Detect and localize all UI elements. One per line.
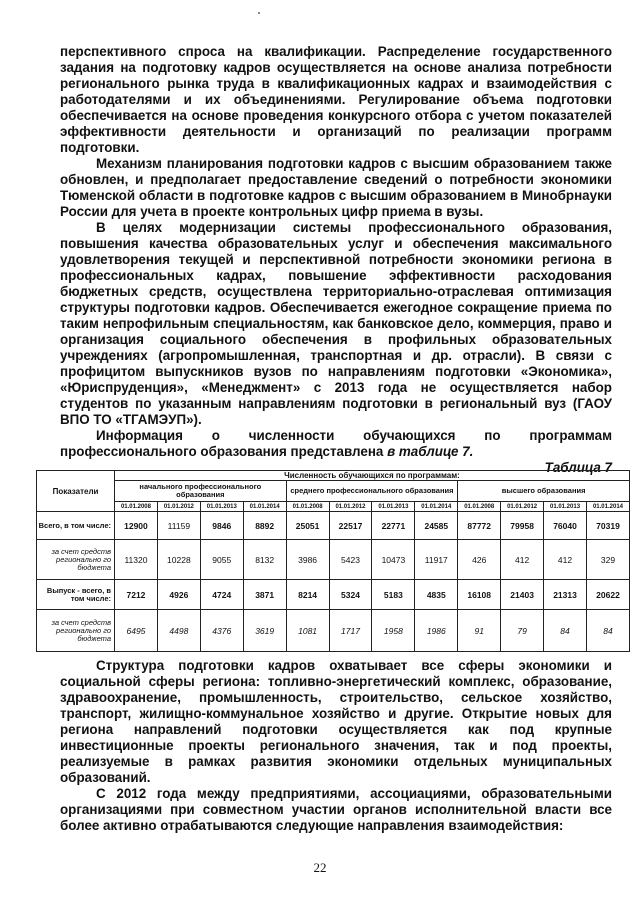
page-number: 22 bbox=[313, 860, 327, 875]
table-cell: 4926 bbox=[157, 580, 200, 610]
table-cell: 20622 bbox=[586, 580, 629, 610]
table-cell: 22517 bbox=[329, 512, 372, 540]
paragraph-4 bbox=[60, 428, 612, 460]
table-date-header: 01.01.2013 bbox=[544, 502, 587, 512]
table-cell: 4376 bbox=[200, 610, 243, 652]
table-cell: 426 bbox=[458, 540, 501, 580]
education-statistics-table bbox=[36, 470, 630, 652]
table-cell: 5183 bbox=[372, 580, 415, 610]
table-group-header: среднего профессионального образования bbox=[286, 481, 458, 502]
table-header-label: Показатели bbox=[37, 471, 115, 512]
table-group-header: начального профессионального образования bbox=[115, 481, 287, 502]
table-cell: 87772 bbox=[458, 512, 501, 540]
table-row-label: за счет средств регионально го бюджета bbox=[37, 540, 115, 580]
table-cell: 22771 bbox=[372, 512, 415, 540]
table-group-header: высшего образования bbox=[458, 481, 630, 502]
paragraph-1: перспективного спроса на квалификации. Распределение государственного задания на подготовку кадров осуществляется на основе анализа потребности регионального рынка труда в квалификационных кадрах и взаимодействия с работодателями и их объединениями. Регулирование объема подготовки обеспечивается на основе проведения конкурсного отбора с учетом показателей эффективности деятельности и организаций по реализации программ подготовки. bbox=[60, 44, 612, 155]
table-cell: 24585 bbox=[415, 512, 458, 540]
table-cell: 5324 bbox=[329, 580, 372, 610]
table-date-header: 01.01.2013 bbox=[200, 502, 243, 512]
paragraph-6: С 2012 года между предприятиями, ассоциациями, образовательными организациями при совместном участии органов исполнительной власти все более активно отрабатываются следующие направления взаимодействия: bbox=[60, 786, 612, 833]
scan-mark bbox=[258, 12, 260, 14]
table-cell: 3619 bbox=[243, 610, 286, 652]
table-date-header: 01.01.2012 bbox=[329, 502, 372, 512]
table-cell: 1986 bbox=[415, 610, 458, 652]
table-cell: 412 bbox=[501, 540, 544, 580]
table-cell: 10473 bbox=[372, 540, 415, 580]
table-date-header: 01.01.2014 bbox=[586, 502, 629, 512]
table-cell: 76040 bbox=[544, 512, 587, 540]
table-cell: 412 bbox=[544, 540, 587, 580]
table-cell: 91 bbox=[458, 610, 501, 652]
table-cell: 84 bbox=[544, 610, 587, 652]
table-cell: 6495 bbox=[115, 610, 158, 652]
table-date-header: 01.01.2012 bbox=[501, 502, 544, 512]
table-cell: 1081 bbox=[286, 610, 329, 652]
table-cell: 12900 bbox=[115, 512, 158, 540]
table-date-header: 01.01.2008 bbox=[115, 502, 158, 512]
table-date-header: 01.01.2008 bbox=[458, 502, 501, 512]
table-row bbox=[37, 540, 630, 580]
table-row bbox=[37, 580, 630, 610]
table-cell: 329 bbox=[586, 540, 629, 580]
table-date-header: 01.01.2014 bbox=[243, 502, 286, 512]
table-row bbox=[37, 512, 630, 540]
paragraph-4-table-ref: в таблице 7. bbox=[387, 444, 474, 459]
table-row-label: Всего, в том числе: bbox=[37, 512, 115, 540]
table-cell: 79 bbox=[501, 610, 544, 652]
table-cell: 3986 bbox=[286, 540, 329, 580]
table-cell: 11320 bbox=[115, 540, 158, 580]
paragraph-2: Механизм планирования подготовки кадров с высшим образованием также обновлен, и предполагает предоставление сведений о потребности экономики Тюменской области в подготовке кадров с высшим образованием в Минобрнауки России для учета в проекте контрольных цифр приема в вузы. bbox=[60, 156, 612, 219]
table-cell: 5423 bbox=[329, 540, 372, 580]
table-date-header: 01.01.2013 bbox=[372, 502, 415, 512]
table-cell: 16108 bbox=[458, 580, 501, 610]
table-cell: 4498 bbox=[157, 610, 200, 652]
paragraph-3: В целях модернизации системы профессионального образования, повышения качества образовательных услуг и обеспечения максимального удовлетворения текущей и перспективной потребности экономики региона в профессиональных кадрах, повышение эффективности расходования бюджетных средств, осуществлена территориально-отраслевая оптимизация структуры подготовки кадров. Обеспечивается ежегодное сокращение приема по таким непрофильным специальностям, как банковское дело, коммерция, право и организация социального обеспечения в профильных образовательных учреждениях (агропромышленная, транспортная и др. отрасли). В связи с профицитом выпускников вузов по направлениям подготовки «Экономика», «Юриспруденция», «Менеджмент» с 2013 года не осуществляется набор студентов по указанным направлениям подготовки в региональный вуз (ГАОУ ВПО ТО «ТГАМЭУП»). bbox=[60, 220, 612, 427]
table-cell: 11159 bbox=[157, 512, 200, 540]
table-header-top: Численность обучающихся по программам: bbox=[115, 471, 630, 481]
table-cell: 4724 bbox=[200, 580, 243, 610]
table-cell: 1717 bbox=[329, 610, 372, 652]
table-cell: 8132 bbox=[243, 540, 286, 580]
table-date-header: 01.01.2012 bbox=[157, 502, 200, 512]
table-cell: 8214 bbox=[286, 580, 329, 610]
text-section-bottom bbox=[60, 658, 612, 834]
table-cell: 21403 bbox=[501, 580, 544, 610]
table-cell: 7212 bbox=[115, 580, 158, 610]
table-cell: 9055 bbox=[200, 540, 243, 580]
table-row-label: за счет средств регионально го бюджета bbox=[37, 610, 115, 652]
table-row bbox=[37, 610, 630, 652]
text-section-top bbox=[60, 44, 612, 476]
table-cell: 70319 bbox=[586, 512, 629, 540]
table-cell: 3871 bbox=[243, 580, 286, 610]
table-row-label: Выпуск - всего, в том числе: bbox=[37, 580, 115, 610]
paragraph-4-text: Информация о численности обучающихся по программам профессионального образования представлена bbox=[60, 428, 612, 459]
table-cell: 79958 bbox=[501, 512, 544, 540]
table-caption: Таблица 7 bbox=[544, 460, 612, 475]
table-cell: 9846 bbox=[200, 512, 243, 540]
table-cell: 21313 bbox=[544, 580, 587, 610]
table-cell: 8892 bbox=[243, 512, 286, 540]
table-cell: 4835 bbox=[415, 580, 458, 610]
table-cell: 11917 bbox=[415, 540, 458, 580]
table-cell: 84 bbox=[586, 610, 629, 652]
table-cell: 25051 bbox=[286, 512, 329, 540]
table-date-header: 01.01.2014 bbox=[415, 502, 458, 512]
table-date-header: 01.01.2008 bbox=[286, 502, 329, 512]
table-cell: 1958 bbox=[372, 610, 415, 652]
table-cell: 10228 bbox=[157, 540, 200, 580]
paragraph-5: Структура подготовки кадров охватывает все сферы экономики и социальной сферы региона: топливно-энергетический комплекс, образование, здравоохранение, промышленность, строительство, сельское хозяйство, транспорт, жилищно-коммунальное хозяйство и другие. Открытие новых для региона направлений подготовки осуществляется как под крупные инвестиционные проекты регионального значения, так и под проекты, реализуемые в рамках развития экономики отдельных муниципальных образований. bbox=[60, 658, 612, 785]
